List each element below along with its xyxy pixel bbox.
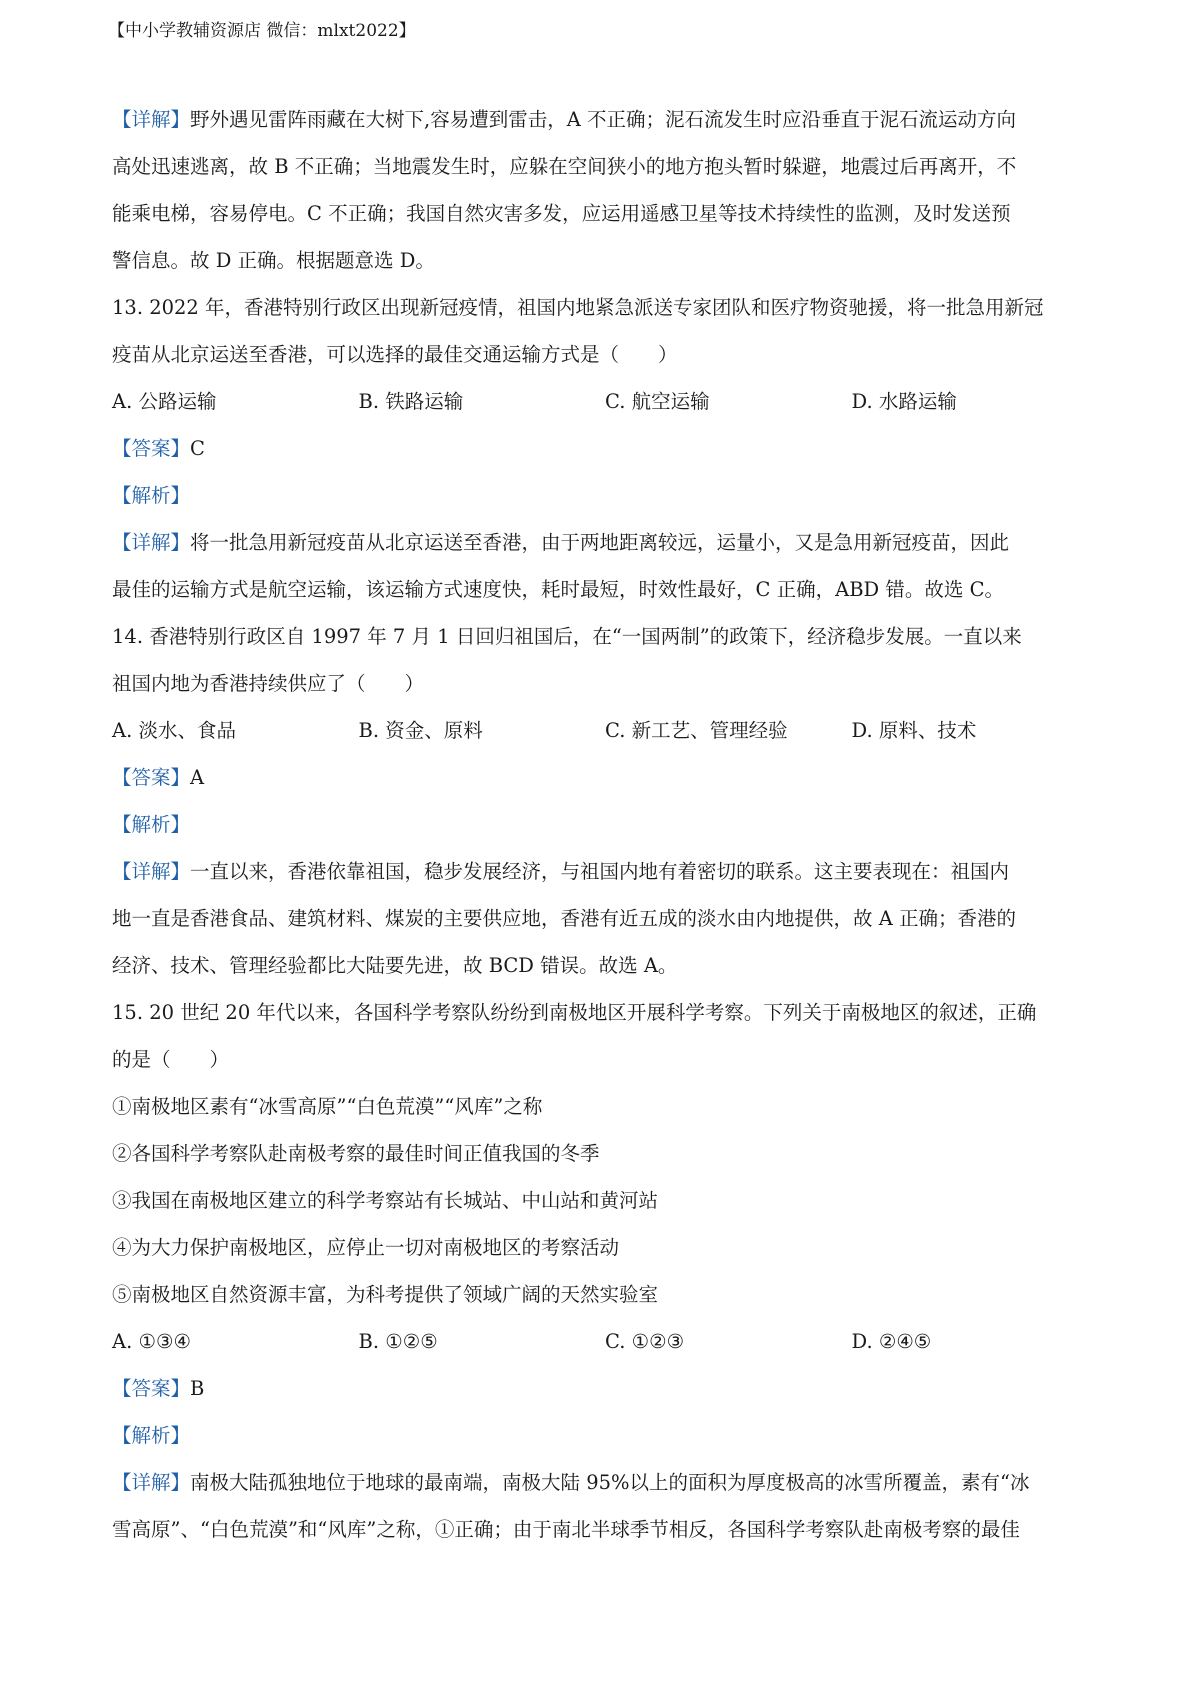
answer-tag: 【答案】 [112,1377,191,1400]
q13-detail-line: 【详解】将一批急用新冠疫苗从北京运送至香港，由于两地距离较远，运量小，又是急用新冠疫苗，因此 [112,531,1010,554]
detail-tag: 【详解】 [112,108,191,131]
source-header: 【中小学教辅资源店 微信：mlxt2022】 [108,21,416,41]
q15-stem-line: 的是（ ） [112,1048,230,1071]
document-body [112,96,1098,1553]
q15-stem-line: 15. 20 世纪 20 年代以来，各国科学考察队纷纷到南极地区开展科学考察。下列关于南极地区的叙述，正确 [112,1001,1037,1024]
q13-options [112,378,1098,425]
q14-option-a: A. 淡水、食品 [112,719,236,742]
q14-detail-line: 经济、技术、管理经验都比大陆要先进，故 BCD 错误。故选 A。 [112,954,678,977]
q14-analysis [112,801,1098,848]
q14-option-c: C. 新工艺、管理经验 [605,719,788,742]
q15-option-d: D. ②④⑤ [851,1330,932,1353]
q14-option-b: B. 资金、原料 [358,719,483,742]
q12-detail-line: 能乘电梯，容易停电。C 不正确；我国自然灾害多发，应运用遥感卫星等技术持续性的监测，及时发送预 [112,202,1011,225]
q13-option-d: D. 水路运输 [851,390,957,413]
analysis-tag: 【解析】 [112,484,191,507]
q15-statement: ②各国科学考察队赴南极考察的最佳时间正值我国的冬季 [112,1142,600,1165]
q15-statement: ①南极地区素有“冰雪高原”“白色荒漠”“风库”之称 [112,1095,543,1118]
q15-analysis [112,1412,1098,1459]
q13-option-c: C. 航空运输 [605,390,710,413]
q15-option-b: B. ①②⑤ [358,1330,438,1353]
detail-tag: 【详解】 [112,531,191,554]
analysis-tag: 【解析】 [112,813,191,836]
q14-options [112,707,1098,754]
q14-option-d: D. 原料、技术 [851,719,977,742]
q15-option-c: C. ①②③ [605,1330,685,1353]
q12-detail-line: 【详解】野外遇见雷阵雨藏在大树下,容易遭到雷击，A 不正确；泥石流发生时应沿垂直于泥石流运动方向 [112,108,1016,131]
answer-tag: 【答案】 [112,766,191,789]
q14-answer [112,754,1098,801]
q15-statement: ④为大力保护南极地区，应停止一切对南极地区的考察活动 [112,1236,620,1259]
answer-value: B [190,1377,205,1400]
q12-detail-line: 警信息。故 D 正确。根据题意选 D。 [112,249,435,272]
q13-stem-line: 13. 2022 年，香港特别行政区出现新冠疫情，祖国内地紧急派送专家团队和医疗物资驰援，将一批急用新冠 [112,296,1044,319]
q14-stem-line: 祖国内地为香港持续供应了（ ） [112,672,425,695]
q13-answer [112,425,1098,472]
q15-statement: ⑤南极地区自然资源丰富，为科考提供了领域广阔的天然实验室 [112,1283,659,1306]
q14-detail-line: 地一直是香港食品、建筑材料、煤炭的主要供应地，香港有近五成的淡水由内地提供，故 A 正确；香港的 [112,907,1016,930]
answer-value: A [190,766,205,789]
q15-option-a: A. ①③④ [112,1330,191,1353]
q15-answer [112,1365,1098,1412]
q13-stem-line: 疫苗从北京运送至香港，可以选择的最佳交通运输方式是（ ） [112,343,678,366]
q13-option-b: B. 铁路运输 [358,390,464,413]
q13-analysis [112,472,1098,519]
q14-detail-line: 【详解】一直以来，香港依靠祖国，稳步发展经济，与祖国内地有着密切的联系。这主要表现在：祖国内 [112,860,1010,883]
answer-tag: 【答案】 [112,437,191,460]
q12-detail-line: 高处迅速逃离，故 B 不正确；当地震发生时，应躲在空间狭小的地方抱头暂时躲避，地震过后再离开，不 [112,155,1017,178]
analysis-tag: 【解析】 [112,1424,191,1447]
q14-stem-line: 14. 香港特别行政区自 1997 年 7 月 1 日回归祖国后，在“一国两制”的政策下，经济稳步发展。一直以来 [112,625,1022,648]
q15-detail-line: 【详解】南极大陆孤独地位于地球的最南端，南极大陆 95%以上的面积为厚度极高的冰雪所覆盖，素有“冰 [112,1471,1030,1494]
answer-value: C [190,437,205,460]
detail-tag: 【详解】 [112,1471,191,1494]
q15-options [112,1318,1098,1365]
detail-tag: 【详解】 [112,860,191,883]
q13-detail-line: 最佳的运输方式是航空运输，该运输方式速度快，耗时最短，时效性最好，C 正确，ABD 错。故选 C。 [112,578,1004,601]
q15-statement: ③我国在南极地区建立的科学考察站有长城站、中山站和黄河站 [112,1189,659,1212]
q13-option-a: A. 公路运输 [112,390,217,413]
q15-detail-line: 雪高原”、“白色荒漠”和“风库”之称，①正确；由于南北半球季节相反，各国科学考察队赴南极考察的最佳 [112,1518,1020,1541]
